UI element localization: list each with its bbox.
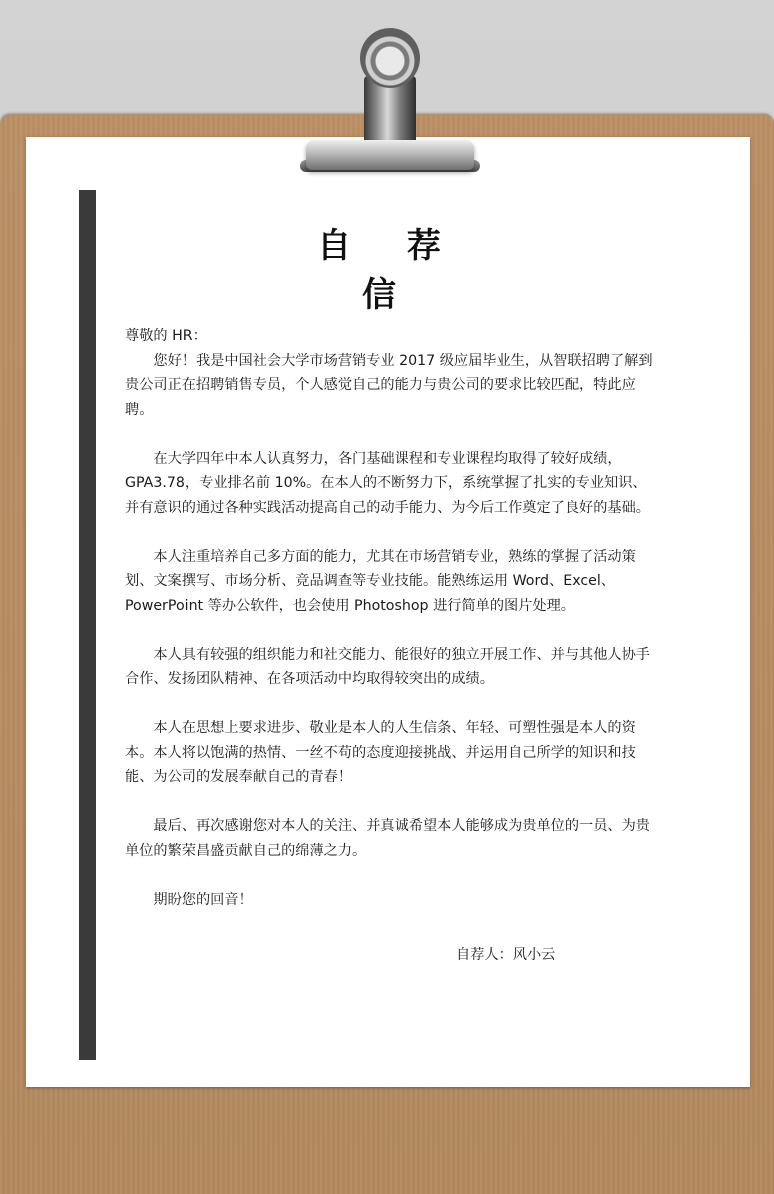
paragraph-teamwork: 本人具有较强的组织能力和社交能力、能很好的独立开展工作、并与其他人协手合作、发扬团队精神、在各项活动中均取得较突出的成绩。 xyxy=(125,646,650,687)
paragraph-attitude: 本人在思想上要求进步、敬业是本人的人生信条、年轻、可塑性强是本人的资本。本人将以饱满的热情、一丝不苟的态度迎接挑战、并运用自己所学的知识和技能、为公司的发展奉献自己的青春！ xyxy=(125,720,636,785)
clip-plate xyxy=(306,140,474,170)
signature: 自荐人：风小云 xyxy=(456,947,556,963)
paragraph-thanks: 最后、再次感谢您对本人的关注、并真诚希望本人能够成为贵单位的一员、为贵单位的繁荣昌盛贡献自己的绵薄之力。 xyxy=(125,818,650,859)
salutation: 尊敬的 HR： xyxy=(125,328,207,344)
clip-ring xyxy=(360,28,420,88)
paragraph-skills: 本人注重培养自己多方面的能力，尤其在市场营销专业，熟练的掌握了活动策划、文案撰写、市场分析、竞品调查等专业技能。能熟练运用 Word、Excel、PowerPoint 等办公软件，也会使用 Photoshop 进行简单的图片处理。 xyxy=(125,548,636,614)
decorative-side-bar xyxy=(79,190,96,1060)
letter-title: 自 荐 信 xyxy=(317,226,463,315)
paragraph-study: 在大学四年中本人认真努力，各门基础课程和专业课程均取得了较好成绩，GPA3.78，专业排名前 10%。在本人的不断努力下，系统掌握了扎实的专业知识、并有意识的通过各种实践活动提高自己的动手能力、为今后工作奠定了良好的基础。 xyxy=(125,450,650,516)
closing-line: 期盼您的回音！ xyxy=(153,891,253,908)
paragraph-intro: 您好！我是中国社会大学市场营销专业 2017 级应届毕业生，从智联招聘了解到贵公司正在招聘销售专员，个人感觉自己的能力与贵公司的要求比较匹配，特此应聘。 xyxy=(125,352,653,418)
binder-clip-icon xyxy=(300,28,480,178)
letter-body xyxy=(125,324,655,912)
